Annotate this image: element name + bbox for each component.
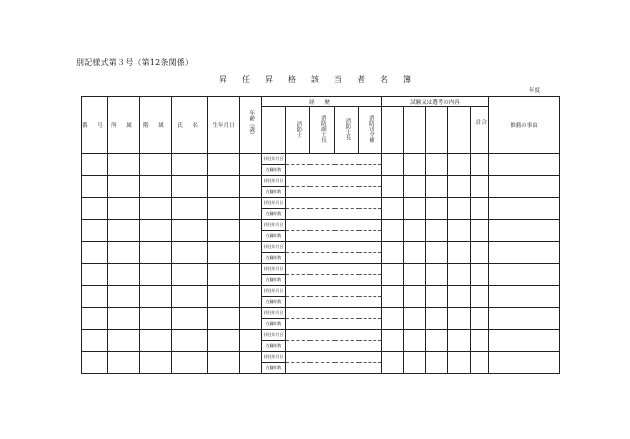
header-exam-3 <box>426 107 448 154</box>
career-cell[interactable] <box>359 209 382 220</box>
career-cell[interactable] <box>310 220 335 231</box>
career-cell[interactable] <box>286 165 310 176</box>
appointment-date-label: 拝任年月日 <box>262 242 286 253</box>
career-cell[interactable] <box>286 220 310 231</box>
career-cell[interactable] <box>335 341 359 352</box>
exam-cell[interactable] <box>404 286 426 308</box>
data-cell[interactable] <box>82 330 108 352</box>
candidate-row <box>82 176 560 187</box>
exam-cell[interactable] <box>448 154 471 176</box>
tenure-label: 在職年数 <box>262 187 286 198</box>
career-cell[interactable] <box>310 319 335 330</box>
header-affiliation: 所 属 <box>108 97 140 154</box>
exam-cell[interactable] <box>426 220 448 242</box>
career-cell[interactable] <box>335 319 359 330</box>
career-cell[interactable] <box>310 165 335 176</box>
header-age: 年齢（歳） <box>240 97 262 154</box>
reason-cell[interactable] <box>489 264 560 286</box>
career-cell[interactable] <box>310 231 335 242</box>
career-cell[interactable] <box>335 330 359 341</box>
exam-cell[interactable] <box>448 220 471 242</box>
career-cell[interactable] <box>335 297 359 308</box>
career-cell[interactable] <box>335 286 359 297</box>
reason-cell[interactable] <box>489 220 560 242</box>
candidate-row <box>82 330 560 341</box>
exam-cell[interactable] <box>448 286 471 308</box>
exam-cell[interactable] <box>382 220 404 242</box>
header-career-fire-sergeant: 消防士長 <box>335 107 359 154</box>
form-title <box>0 74 630 85</box>
header-exam-2 <box>404 107 426 154</box>
candidate-row <box>82 264 560 275</box>
data-cell[interactable] <box>82 220 108 242</box>
career-cell[interactable] <box>286 363 310 374</box>
age-cell[interactable] <box>240 198 262 220</box>
exam-cell[interactable] <box>448 242 471 264</box>
header-exam-1 <box>382 107 404 154</box>
data-cell[interactable] <box>172 242 208 264</box>
data-cell[interactable] <box>82 154 108 176</box>
tenure-label: 在職年数 <box>262 319 286 330</box>
appointment-date-label: 拝任年月日 <box>262 308 286 319</box>
exam-cell[interactable] <box>382 352 404 374</box>
career-cell[interactable] <box>335 264 359 275</box>
age-cell[interactable] <box>240 154 262 176</box>
career-cell[interactable] <box>286 297 310 308</box>
appointment-date-label: 拝任年月日 <box>262 154 286 165</box>
data-cell[interactable] <box>172 330 208 352</box>
career-cell[interactable] <box>286 264 310 275</box>
header-number: 番 号 <box>82 97 108 154</box>
data-cell[interactable] <box>140 352 172 374</box>
header-career-firefighter: 消防士 <box>286 107 310 154</box>
age-cell[interactable] <box>240 308 262 330</box>
career-cell[interactable] <box>310 308 335 319</box>
exam-cell[interactable] <box>382 176 404 198</box>
career-cell[interactable] <box>359 220 382 231</box>
reason-cell[interactable] <box>489 330 560 352</box>
header-rank: 階 級 <box>140 97 172 154</box>
data-cell[interactable] <box>108 352 140 374</box>
age-cell[interactable] <box>240 286 262 308</box>
exam-cell[interactable] <box>426 308 448 330</box>
candidate-row <box>82 220 560 231</box>
reason-cell[interactable] <box>489 352 560 374</box>
header-total: 合 計 <box>471 107 489 154</box>
career-cell[interactable] <box>335 253 359 264</box>
exam-cell[interactable] <box>382 242 404 264</box>
exam-cell[interactable] <box>448 352 471 374</box>
appointment-date-label: 拝任年月日 <box>262 220 286 231</box>
candidate-register-table <box>81 96 560 374</box>
data-cell[interactable] <box>140 308 172 330</box>
data-cell[interactable] <box>82 242 108 264</box>
candidate-row <box>82 352 560 363</box>
appointment-date-label: 拝任年月日 <box>262 176 286 187</box>
title-char: 当 <box>334 75 342 84</box>
data-cell[interactable] <box>208 308 240 330</box>
age-cell[interactable] <box>240 352 262 374</box>
form-reference: 別記様式第３号（第12条関係） <box>76 58 194 67</box>
data-cell[interactable] <box>208 352 240 374</box>
career-cell[interactable] <box>310 176 335 187</box>
career-cell[interactable] <box>335 352 359 363</box>
career-cell[interactable] <box>286 352 310 363</box>
career-cell[interactable] <box>359 176 382 187</box>
career-cell[interactable] <box>310 154 335 165</box>
career-cell[interactable] <box>286 319 310 330</box>
career-cell[interactable] <box>286 308 310 319</box>
reason-cell[interactable] <box>489 242 560 264</box>
header-name: 氏 名 <box>172 97 208 154</box>
career-cell[interactable] <box>359 352 382 363</box>
header-career-blank <box>262 107 286 154</box>
total-cell[interactable] <box>471 352 489 374</box>
data-cell[interactable] <box>140 242 172 264</box>
exam-cell[interactable] <box>448 308 471 330</box>
career-cell[interactable] <box>359 242 382 253</box>
age-cell[interactable] <box>240 176 262 198</box>
career-cell[interactable] <box>359 363 382 374</box>
data-cell[interactable] <box>140 154 172 176</box>
data-cell[interactable] <box>140 198 172 220</box>
exam-cell[interactable] <box>426 176 448 198</box>
exam-cell[interactable] <box>426 264 448 286</box>
tenure-label: 在職年数 <box>262 341 286 352</box>
title-char: 任 <box>242 75 250 84</box>
career-cell[interactable] <box>310 352 335 363</box>
career-cell[interactable] <box>286 154 310 165</box>
exam-cell[interactable] <box>404 154 426 176</box>
exam-cell[interactable] <box>404 352 426 374</box>
data-cell[interactable] <box>108 154 140 176</box>
career-cell[interactable] <box>359 319 382 330</box>
data-cell[interactable] <box>208 176 240 198</box>
total-cell[interactable] <box>471 308 489 330</box>
header-birthdate: 生年月日 <box>208 97 240 154</box>
career-cell[interactable] <box>335 198 359 209</box>
career-cell[interactable] <box>359 154 382 165</box>
career-cell[interactable] <box>286 330 310 341</box>
data-cell[interactable] <box>108 242 140 264</box>
appointment-date-label: 拝任年月日 <box>262 264 286 275</box>
reason-cell[interactable] <box>489 176 560 198</box>
data-cell[interactable] <box>172 286 208 308</box>
exam-cell[interactable] <box>404 220 426 242</box>
title-char: 昇 <box>265 75 273 84</box>
data-cell[interactable] <box>172 264 208 286</box>
career-cell[interactable] <box>335 242 359 253</box>
total-cell[interactable] <box>471 176 489 198</box>
career-cell[interactable] <box>286 198 310 209</box>
reason-cell[interactable] <box>489 308 560 330</box>
title-char: 名 <box>380 75 388 84</box>
career-cell[interactable] <box>310 341 335 352</box>
career-cell[interactable] <box>286 187 310 198</box>
reason-cell[interactable] <box>489 198 560 220</box>
data-cell[interactable] <box>172 198 208 220</box>
career-cell[interactable] <box>359 253 382 264</box>
title-char: 者 <box>357 75 365 84</box>
age-cell[interactable] <box>240 220 262 242</box>
data-cell[interactable] <box>82 176 108 198</box>
data-cell[interactable] <box>140 220 172 242</box>
candidate-row <box>82 308 560 319</box>
career-cell[interactable] <box>335 209 359 220</box>
age-cell[interactable] <box>240 242 262 264</box>
career-cell[interactable] <box>310 330 335 341</box>
appointment-date-label: 拝任年月日 <box>262 198 286 209</box>
exam-cell[interactable] <box>382 154 404 176</box>
career-cell[interactable] <box>335 176 359 187</box>
data-cell[interactable] <box>208 220 240 242</box>
career-cell[interactable] <box>359 297 382 308</box>
data-cell[interactable] <box>82 198 108 220</box>
career-cell[interactable] <box>286 341 310 352</box>
total-cell[interactable] <box>471 220 489 242</box>
tenure-label: 在職年数 <box>262 253 286 264</box>
data-cell[interactable] <box>140 286 172 308</box>
exam-cell[interactable] <box>382 286 404 308</box>
exam-cell[interactable] <box>404 198 426 220</box>
exam-cell[interactable] <box>426 352 448 374</box>
header-career-assistant-lieutenant: 消防司令補 <box>359 107 382 154</box>
career-cell[interactable] <box>310 242 335 253</box>
data-cell[interactable] <box>208 242 240 264</box>
career-cell[interactable] <box>310 264 335 275</box>
data-cell[interactable] <box>172 308 208 330</box>
data-cell[interactable] <box>82 286 108 308</box>
career-cell[interactable] <box>310 187 335 198</box>
career-cell[interactable] <box>359 264 382 275</box>
header-career-senior-firefighter: 消防副士長 <box>310 107 335 154</box>
career-cell[interactable] <box>359 341 382 352</box>
data-cell[interactable] <box>208 264 240 286</box>
candidate-row <box>82 286 560 297</box>
exam-cell[interactable] <box>382 330 404 352</box>
career-cell[interactable] <box>359 165 382 176</box>
header-reason: 推薦の事由 <box>489 97 560 154</box>
exam-cell[interactable] <box>448 176 471 198</box>
career-cell[interactable] <box>310 198 335 209</box>
career-cell[interactable] <box>359 275 382 286</box>
data-cell[interactable] <box>208 286 240 308</box>
exam-cell[interactable] <box>404 176 426 198</box>
career-cell[interactable] <box>359 330 382 341</box>
appointment-date-label: 拝任年月日 <box>262 352 286 363</box>
total-cell[interactable] <box>471 286 489 308</box>
header-exam-4 <box>448 107 471 154</box>
title-char: 簿 <box>403 75 411 84</box>
career-cell[interactable] <box>335 220 359 231</box>
fiscal-year-label: 年度 <box>529 88 541 94</box>
reason-cell[interactable] <box>489 286 560 308</box>
data-cell[interactable] <box>108 220 140 242</box>
exam-cell[interactable] <box>426 286 448 308</box>
exam-cell[interactable] <box>426 330 448 352</box>
career-cell[interactable] <box>310 275 335 286</box>
career-cell[interactable] <box>359 308 382 319</box>
career-cell[interactable] <box>359 198 382 209</box>
data-cell[interactable] <box>82 264 108 286</box>
career-cell[interactable] <box>359 286 382 297</box>
exam-cell[interactable] <box>426 198 448 220</box>
exam-cell[interactable] <box>382 308 404 330</box>
career-cell[interactable] <box>359 187 382 198</box>
career-cell[interactable] <box>335 187 359 198</box>
candidate-row <box>82 198 560 209</box>
header-exam-group: 試験又は選考の内容 <box>382 97 489 107</box>
exam-cell[interactable] <box>426 242 448 264</box>
title-char: 格 <box>288 75 296 84</box>
data-cell[interactable] <box>172 154 208 176</box>
career-cell[interactable] <box>286 231 310 242</box>
title-char: 該 <box>311 75 319 84</box>
career-cell[interactable] <box>335 308 359 319</box>
data-cell[interactable] <box>172 352 208 374</box>
candidate-row <box>82 242 560 253</box>
data-cell[interactable] <box>108 308 140 330</box>
tenure-label: 在職年数 <box>262 231 286 242</box>
career-cell[interactable] <box>310 209 335 220</box>
tenure-label: 在職年数 <box>262 275 286 286</box>
total-cell[interactable] <box>471 330 489 352</box>
exam-cell[interactable] <box>404 330 426 352</box>
title-char: 昇 <box>219 75 227 84</box>
career-cell[interactable] <box>335 275 359 286</box>
career-cell[interactable] <box>335 363 359 374</box>
data-cell[interactable] <box>108 176 140 198</box>
data-cell[interactable] <box>82 352 108 374</box>
total-cell[interactable] <box>471 242 489 264</box>
career-cell[interactable] <box>286 209 310 220</box>
tenure-label: 在職年数 <box>262 209 286 220</box>
age-cell[interactable] <box>240 330 262 352</box>
age-cell[interactable] <box>240 264 262 286</box>
exam-cell[interactable] <box>426 154 448 176</box>
exam-cell[interactable] <box>448 330 471 352</box>
appointment-date-label: 拝任年月日 <box>262 286 286 297</box>
data-cell[interactable] <box>108 198 140 220</box>
career-cell[interactable] <box>286 275 310 286</box>
career-cell[interactable] <box>286 286 310 297</box>
total-cell[interactable] <box>471 198 489 220</box>
tenure-label: 在職年数 <box>262 297 286 308</box>
candidate-row <box>82 154 560 165</box>
data-cell[interactable] <box>172 176 208 198</box>
data-cell[interactable] <box>108 330 140 352</box>
exam-cell[interactable] <box>404 264 426 286</box>
exam-cell[interactable] <box>382 264 404 286</box>
tenure-label: 在職年数 <box>262 363 286 374</box>
total-cell[interactable] <box>471 154 489 176</box>
data-cell[interactable] <box>140 264 172 286</box>
career-cell[interactable] <box>286 242 310 253</box>
exam-cell[interactable] <box>404 308 426 330</box>
career-cell[interactable] <box>310 297 335 308</box>
total-cell[interactable] <box>471 264 489 286</box>
tenure-label: 在職年数 <box>262 165 286 176</box>
appointment-date-label: 拝任年月日 <box>262 330 286 341</box>
data-cell[interactable] <box>140 330 172 352</box>
data-cell[interactable] <box>172 220 208 242</box>
career-cell[interactable] <box>310 286 335 297</box>
career-cell[interactable] <box>310 363 335 374</box>
exam-cell[interactable] <box>448 198 471 220</box>
career-cell[interactable] <box>310 253 335 264</box>
data-cell[interactable] <box>140 176 172 198</box>
career-cell[interactable] <box>286 176 310 187</box>
exam-cell[interactable] <box>382 198 404 220</box>
data-cell[interactable] <box>208 330 240 352</box>
data-cell[interactable] <box>208 198 240 220</box>
header-career-group: 経 歴 <box>262 97 382 107</box>
exam-cell[interactable] <box>404 242 426 264</box>
data-cell[interactable] <box>108 264 140 286</box>
data-cell[interactable] <box>208 154 240 176</box>
career-cell[interactable] <box>335 231 359 242</box>
career-cell[interactable] <box>359 231 382 242</box>
career-cell[interactable] <box>335 165 359 176</box>
exam-cell[interactable] <box>448 264 471 286</box>
career-cell[interactable] <box>286 253 310 264</box>
career-cell[interactable] <box>335 154 359 165</box>
reason-cell[interactable] <box>489 154 560 176</box>
data-cell[interactable] <box>82 308 108 330</box>
data-cell[interactable] <box>108 286 140 308</box>
